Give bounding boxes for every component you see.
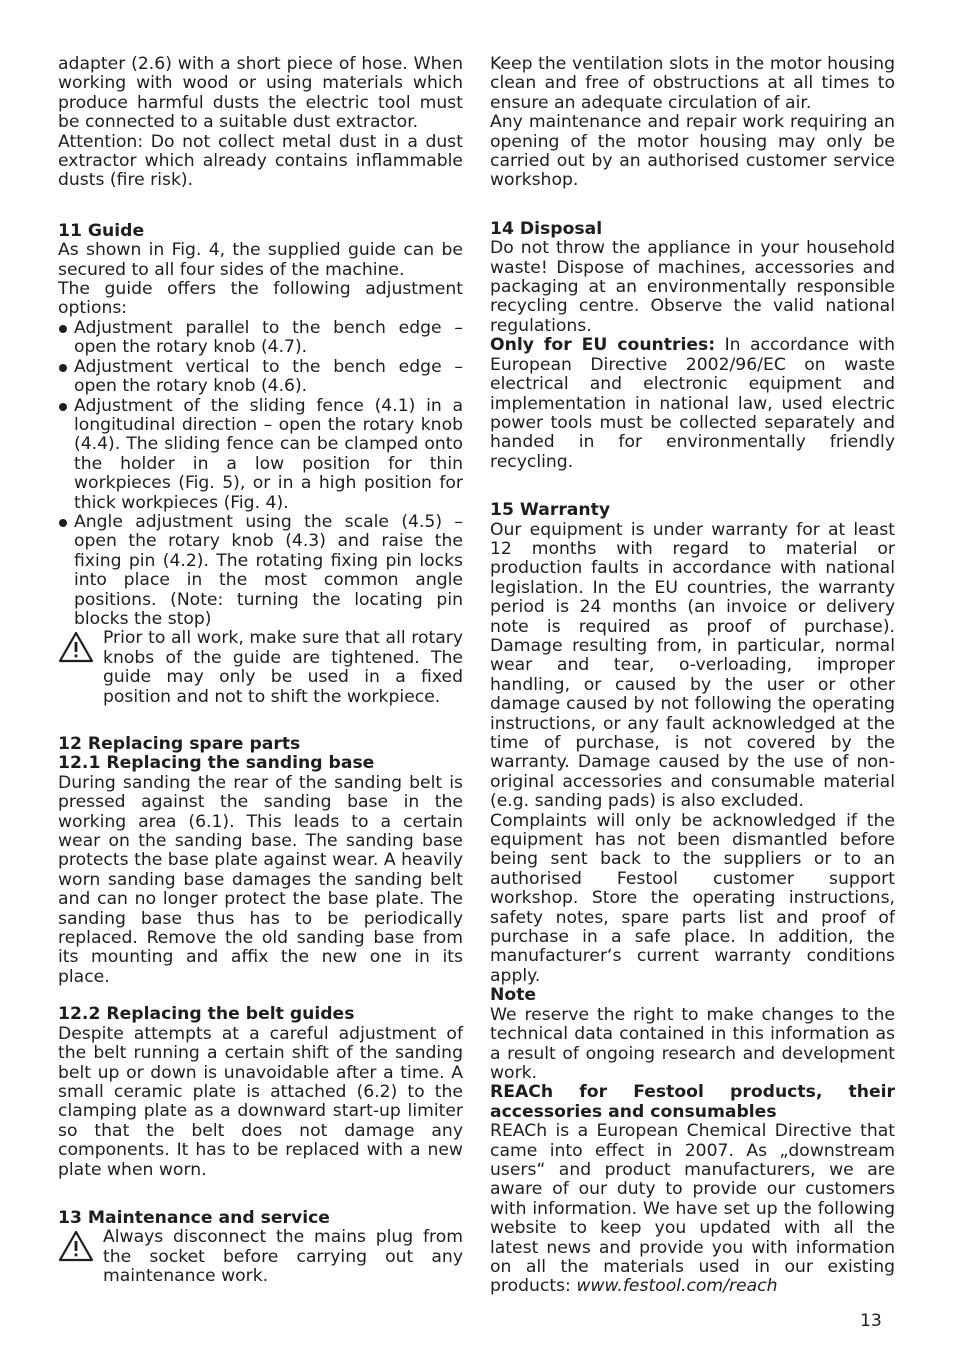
guide-adjustment-list bbox=[58, 319, 463, 630]
maintenance-warning-text: Always disconnect the mains plug from the socket before carrying out any maintenance work. bbox=[103, 1227, 463, 1287]
metal-dust-attention: Attention: Do not collect metal dust in a dust extractor which already contains inflammable dusts (fire risk). bbox=[58, 131, 463, 191]
bullet-icon bbox=[59, 519, 67, 527]
repair-work-paragraph: Any maintenance and repair work requiring an opening of the motor housing may only be carried out by an authorised customer service workshop. bbox=[490, 112, 895, 191]
note-heading: Note bbox=[490, 985, 537, 1006]
page-number: 13 bbox=[860, 1311, 882, 1331]
left-column bbox=[58, 55, 463, 1287]
eu-countries-text: In accordance with European Directive 2002/96/EC on waste electrical and electronic equipment and implementation in national law, used electric power tools must be collected separately and handed in for environmentally friendly recycling. bbox=[490, 335, 895, 472]
sanding-base-paragraph: During sanding the rear of the sanding belt is pressed against the sanding base in the working area (6.1). This leads to a certain wear on the sanding base. The sanding base protects the base plate against wear. A heavily worn sanding base damages the sanding belt and can no longer protect the base plate. The sanding base thus has to be periodically replaced. Remove the old sanding base from its mounting and affix the new one in its place. bbox=[58, 772, 463, 987]
disposal-paragraph: Do not throw the appliance in your household waste! Dispose of machines, accessories and packaging at an environmentally responsible recycling centre. Observe the valid national regulations. bbox=[490, 238, 895, 336]
list-item: Angle adjustment using the scale (4.5) – open the rotary knob (4.3) and raise the fixing pin (4.2). The rotating fixing pin locks into place in the most common angle positions. (Note: turning the locating pin blocks the stop) bbox=[58, 513, 463, 629]
warning-triangle-icon bbox=[58, 1230, 94, 1262]
bullet-icon bbox=[59, 325, 67, 333]
guide-warning-note bbox=[58, 629, 463, 707]
list-item: Adjustment parallel to the bench edge – open the rotary knob (4.7). bbox=[58, 319, 463, 358]
ventilation-paragraph: Keep the ventilation slots in the motor housing clean and free of obstructions at all times to ensure an adequate circulation of air. bbox=[490, 54, 895, 113]
sanding-base-subheading: 12.1 Replacing the sanding base bbox=[58, 753, 375, 774]
reach-text: REACh is a European Chemical Directive that came into effect in 2007. As „downstream users“ and product manufacturers, we are aware of our duty to provide our customers with information. We have set up the following website to keep you updated with all the latest news and provide you with information on all the materials used in our existing products: bbox=[490, 1121, 895, 1297]
eu-disposal-paragraph bbox=[490, 336, 895, 472]
note-paragraph: We reserve the right to make changes to the technical data contained in this information as a result of ongoing research and development work. bbox=[490, 1004, 895, 1083]
guide-warning-text: Prior to all work, make sure that all rotary knobs of the guide are tightened. The guide may only be used in a fixed position and not to shift the workpiece. bbox=[103, 628, 463, 707]
dust-extraction-paragraph: adapter (2.6) with a short piece of hose. When working with wood or using materials which produce harmful dusts the electric tool must be connected to a suitable dust extractor. bbox=[58, 54, 463, 133]
guide-paragraph-2: The guide offers the following adjustment options: bbox=[58, 279, 463, 319]
reach-heading: REACh for Festool products, their accessories and consumables bbox=[490, 1082, 895, 1122]
guide-heading: 11 Guide bbox=[58, 220, 145, 241]
reach-paragraph bbox=[490, 1122, 895, 1297]
eu-countries-label: Only for EU countries: bbox=[490, 335, 716, 356]
belt-guides-paragraph: Despite attempts at a careful adjustment of the belt running a certain shift of the sanding belt up or down is unavoidable after a time. A small ceramic plate is attached (6.2) to the clamping plate as a downward start-up limiter so that the belt does not damage any components. It has to be replaced with a new plate when worn. bbox=[58, 1023, 463, 1180]
disposal-heading: 14 Disposal bbox=[490, 218, 603, 239]
bullet-icon bbox=[59, 364, 67, 372]
warning-triangle-icon bbox=[58, 631, 94, 663]
belt-guides-subheading: 12.2 Replacing the belt guides bbox=[58, 1004, 355, 1025]
bullet-icon bbox=[59, 403, 67, 411]
warranty-paragraph-2: Complaints will only be acknowledged if the equipment has not been dismantled before being sent back to the suppliers or to an authorised Festool customer support workshop. Store the operating instructions, safety notes, spare parts list and proof of purchase in a safe place. In addition, the manufacturer‘s current warranty conditions apply. bbox=[490, 810, 895, 986]
reach-website-link[interactable]: www.festool.com/reach bbox=[576, 1276, 778, 1297]
warranty-paragraph-1: Our equipment is under warranty for at least 12 months with regard to material or production faults in accordance with national legislation. In the EU countries, the warranty period is 24 months (an invoice or delivery note is required as proof of purchase). Damage resulting from, in particular, normal wear and tear, o-verloading, improper handling, or caused by the user or other damage caused by not following the operating instructions, or any fault acknowledged at the time of purchase, is not covered by the warranty. Damage caused by the use of non-original accessories and consumable material (e.g. sanding pads) is also excluded. bbox=[490, 519, 895, 812]
warranty-heading: 15 Warranty bbox=[490, 500, 611, 521]
list-item: Adjustment vertical to the bench edge – open the rotary knob (4.6). bbox=[58, 358, 463, 397]
maintenance-heading: 13 Maintenance and service bbox=[58, 1207, 330, 1228]
guide-paragraph-1: As shown in Fig. 4, the supplied guide can be secured to all four sides of the machine. bbox=[58, 240, 463, 280]
list-item: Adjustment of the sliding fence (4.1) in a longitudinal direction – open the rotary knob (4.4). The sliding fence can be clamped onto the holder in a low position for thin workpieces (Fig. 5), or in a high position for thick workpieces (Fig. 4). bbox=[58, 397, 463, 513]
right-column bbox=[490, 55, 895, 1297]
maintenance-warning-note bbox=[58, 1228, 463, 1286]
spare-parts-heading: 12 Replacing spare parts bbox=[58, 734, 301, 754]
